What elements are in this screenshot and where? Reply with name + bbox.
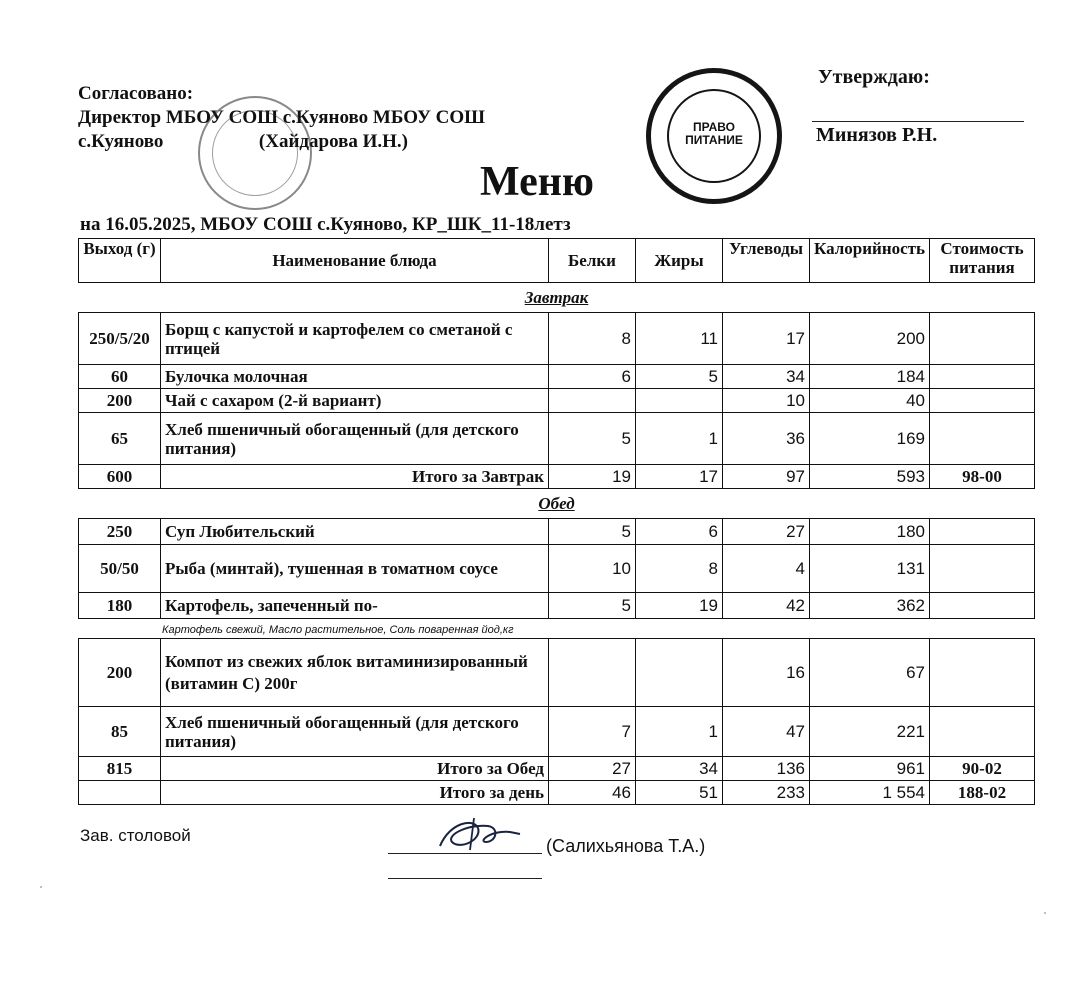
approve-signature-line (812, 121, 1024, 122)
canteen-head-name: (Салихьянова Т.А.) (546, 836, 706, 856)
section-row-lunch (79, 489, 1035, 519)
ingredients-note: Картофель свежий, Масло растительное, Соль поваренная йод,кг (162, 624, 514, 636)
approve-label: Утверждаю: (818, 66, 930, 88)
section-row-breakfast (79, 283, 1035, 313)
col-output: Выход (г) (79, 239, 161, 283)
page-title: Меню (480, 159, 595, 205)
scan-speck (1044, 912, 1046, 914)
menu-subtitle: на 16.05.2025, МБОУ СОШ с.Куяново, КР_ШК_11-18летз (80, 214, 571, 235)
section-lunch: Обед (79, 489, 1035, 519)
catering-seal-icon: ПРАВО ПИТАНИЕ (646, 68, 782, 204)
breakfast-total-row: 600 Итого за Завтрак 19 17 97 593 98-00 (79, 465, 1035, 489)
col-fat: Жиры (636, 239, 723, 283)
signature-icon (430, 812, 526, 856)
table-row: 200 Чай с сахаром (2-й вариант) 10 40 (79, 389, 1035, 413)
table-row: 85 Хлеб пшеничный обогащенный (для детского питания) 7 1 47 221 (79, 707, 1035, 757)
director-line: Директор МБОУ СОШ с.Куяново МБОУ СОШ (78, 107, 486, 128)
col-cost: Стоимость питания (930, 239, 1035, 283)
table-row: 50/50 Рыба (минтай), тушенная в томатном соусе 10 8 4 131 (79, 545, 1035, 593)
col-carbs: Углеводы (723, 239, 810, 283)
signature-line-2 (388, 878, 542, 879)
day-total-row: Итого за день 46 51 233 1 554 188-02 (79, 781, 1035, 805)
menu-table (78, 238, 1035, 805)
section-breakfast: Завтрак (524, 288, 589, 307)
table-row: 200 Компот из свежих яблок витаминизированный (витамин С) 200г 16 67 (79, 639, 1035, 707)
signature-line (388, 853, 542, 854)
agreed-label: Согласовано: (78, 83, 194, 104)
lunch-total-row: 815 Итого за Обед 27 34 136 961 90-02 (79, 757, 1035, 781)
col-name: Наименование блюда (161, 239, 549, 283)
scan-speck (40, 886, 42, 888)
table-row: 60 Булочка молочная 6 5 34 184 (79, 365, 1035, 389)
table-row: 250 Суп Любительский 5 6 27 180 (79, 519, 1035, 545)
village-name: с.Куяново (78, 131, 164, 152)
school-stamp-icon (198, 96, 312, 210)
canteen-head-label: Зав. столовой (80, 826, 191, 845)
director-name: (Хайдарова И.Н.) (258, 131, 409, 152)
table-header-row (79, 239, 1035, 283)
approver-name: Минязов Р.Н. (816, 124, 938, 146)
col-protein: Белки (549, 239, 636, 283)
table-row: 180 Картофель, запеченный по- 5 19 42 362 (79, 593, 1035, 619)
table-row: 250/5/20 Борщ с капустой и картофелем со сметаной с птицей 8 11 17 200 (79, 313, 1035, 365)
col-kcal: Калорийность (810, 239, 930, 283)
table-row: 65 Хлеб пшеничный обогащенный (для детского питания) 5 1 36 169 (79, 413, 1035, 465)
